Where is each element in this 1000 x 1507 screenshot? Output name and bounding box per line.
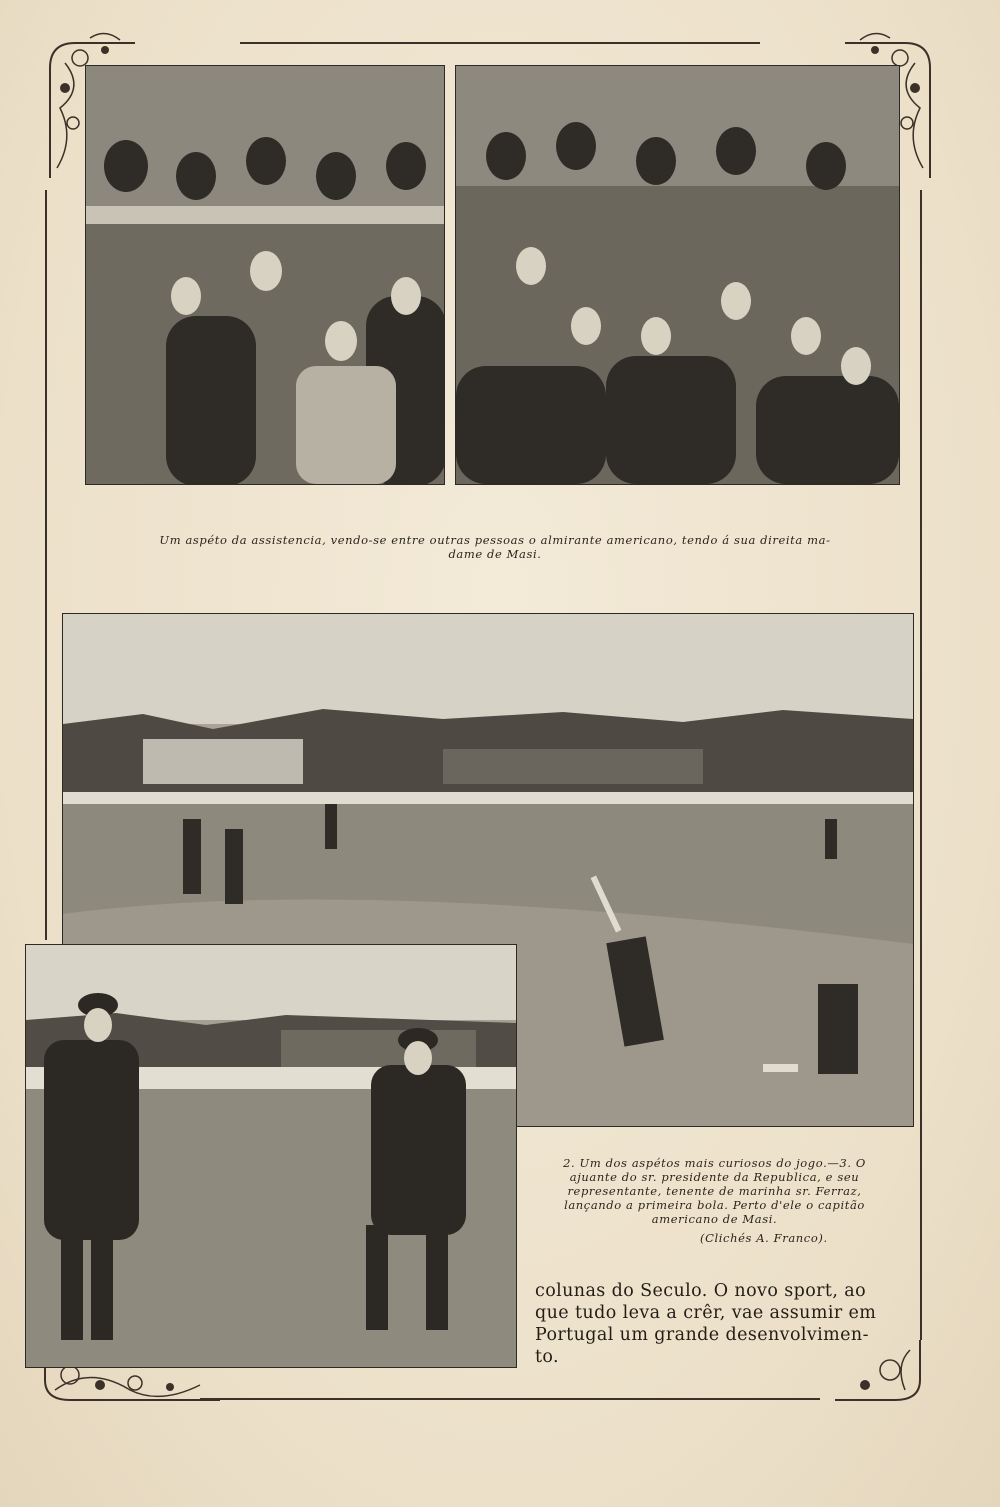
photo-spectators-left <box>85 65 445 485</box>
photo2-caption-line2: ajuante do sr. presidente da Republica, e seu <box>569 1170 860 1184</box>
photo2-caption-line3: representante, tenente de marinha sr. Ferraz, <box>567 1184 862 1198</box>
frame-right-rule <box>920 190 922 1340</box>
photo-credit: (Clichés A. Franco). <box>700 1231 828 1245</box>
body-line2: que tudo leva a crêr, vae assumir em <box>535 1303 877 1323</box>
frame-left-rule <box>45 190 47 940</box>
photo2-caption-line4: lançando a primeira bola. Perto d'ele o capitão <box>564 1198 865 1212</box>
frame-top-rule <box>240 42 760 44</box>
photo-officers <box>25 944 517 1368</box>
photo2-caption-line5: americano de Masi. <box>651 1212 778 1226</box>
frame-bottom-rule <box>200 1398 820 1400</box>
photo1-caption-line1: Um aspéto da assistencia, vendo-se entre outras pessoas o almirante americano, tendo á sua direita ma- <box>159 533 831 547</box>
photo2-caption-line1: 2. Um dos aspétos mais curiosos do jogo.—3. O <box>563 1156 866 1170</box>
photo2-caption <box>522 1156 907 1226</box>
photo-spectators-right <box>455 65 900 485</box>
article-body-text <box>535 1280 890 1368</box>
body-line4: to. <box>535 1347 560 1367</box>
body-line3: Portugal um grande desenvolvimen- <box>535 1325 869 1345</box>
body-line1: colunas do Seculo. O novo sport, ao <box>535 1281 867 1301</box>
photo1-caption-line2: dame de Masi. <box>448 547 542 561</box>
photo1-caption <box>95 533 895 561</box>
